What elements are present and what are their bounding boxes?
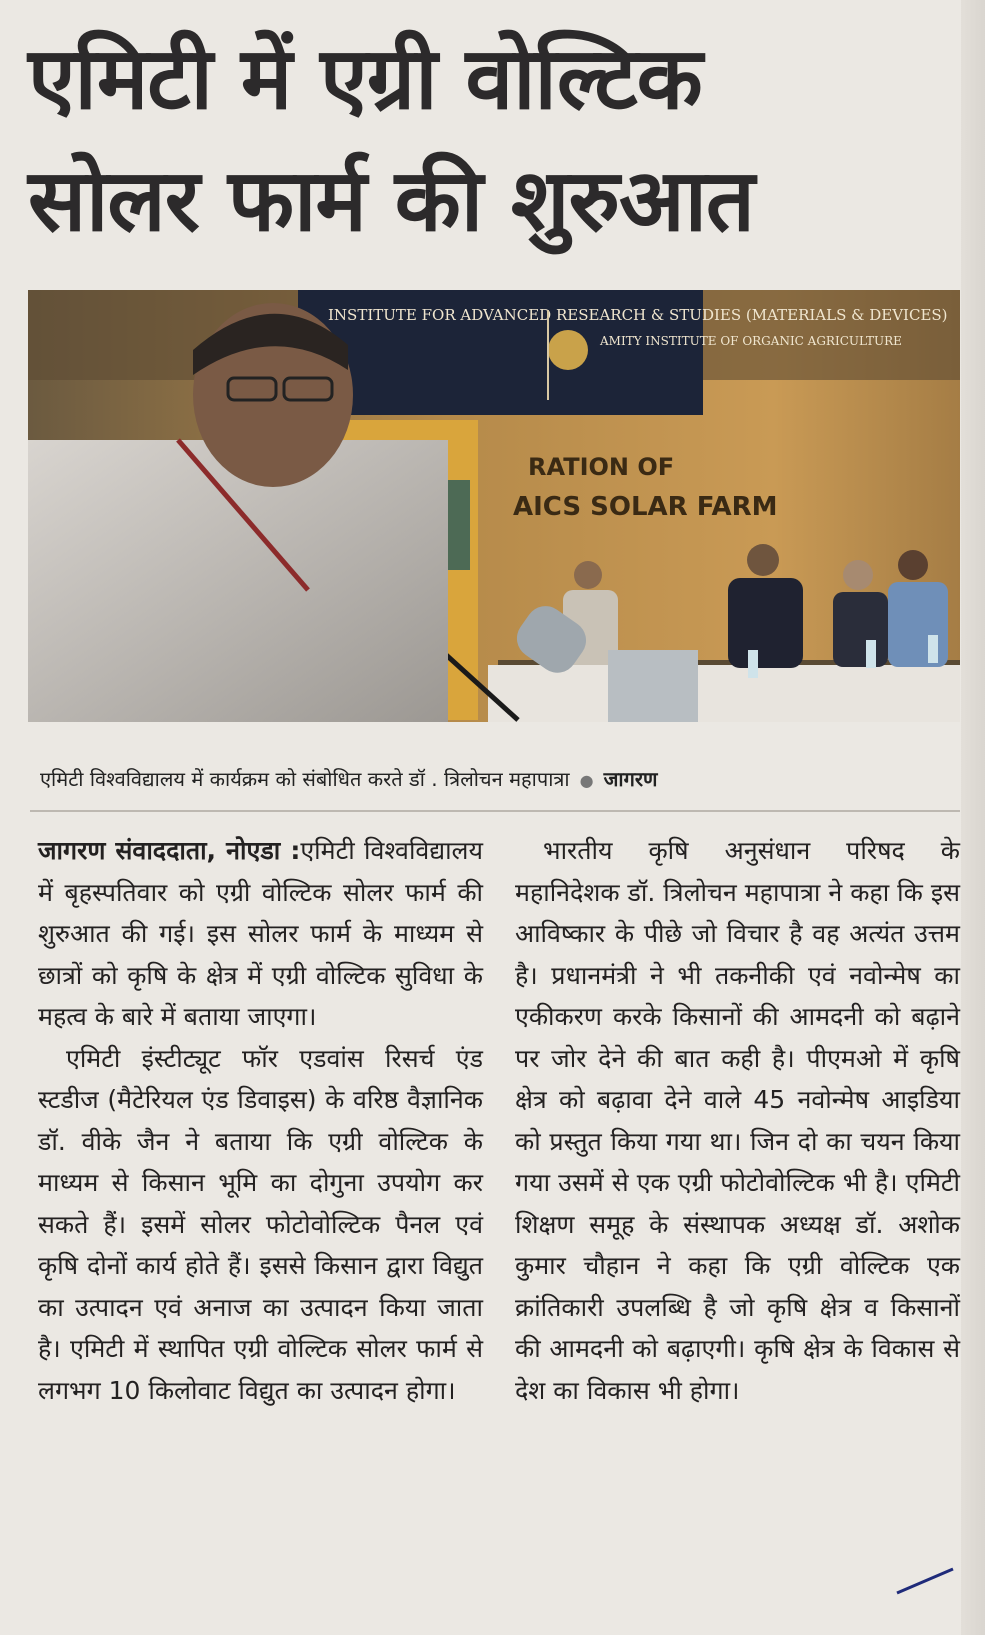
caption-divider	[30, 810, 960, 812]
speaker-body	[28, 440, 448, 722]
article-paragraph: भारतीय कृषि अनुसंधान परिषद के महानिदेशक डॉ. त्रिलोचन महापात्रा ने कहा कि इस आविष्कार के पीछे जो विचार है वह अत्यंत उत्तम है। प्रधानमंत्री ने भी तकनीकी एवं नवोन्मेष का एकीकरण करके किसानों की आमदनी को बढ़ाने पर जोर देने की बात कही है। पीएमओ में कृषि क्षेत्र को बढ़ावा देने वाले 45 नवोन्मेष आइडिया को प्रस्तुत किया गया था। जिन दो का चयन किया गया उसमें से एक एग्री फोटोवोल्टिक भी है। एमिटी शिक्षण समूह के संस्थापक अध्यक्ष डॉ. अशोक कुमार चौहान ने कहा कि एग्री वोल्टिक एक क्रांतिकारी उपलब्धि है जो कृषि क्षेत्र व किसानों की आमदनी को बढ़ाएगी। कृषि क्षेत्र के विकास से देश का विकास भी होगा।	[515, 836, 960, 1405]
headline	[28, 18, 933, 262]
paragraph-text: एमिटी विश्वविद्यालय में बृहस्पतिवार को एग्री वोल्टिक सोलर फार्म की शुरुआत की गई। इस सोलर फार्म के माध्यम से छात्रों को कृषि के क्षेत्र में एग्री वोल्टिक सुविधा के महत्व के बारे में बताया जाएगा।	[38, 836, 483, 1031]
article-column-right	[515, 830, 960, 1411]
photo-caption	[40, 764, 960, 796]
screen-text-line-2: AICS SOLAR FARM	[513, 492, 778, 522]
headline-line-1: एमिटी में एग्री वोल्टिक	[28, 29, 702, 129]
article-column-left	[38, 830, 483, 1411]
headline-line-2: सोलर फार्म की शुरुआत	[28, 151, 754, 251]
screen-text-line-1: RATION OF	[528, 453, 675, 481]
caption-separator: ●	[579, 771, 594, 790]
article-paragraph	[38, 830, 483, 1038]
banner-text-left: INSTITUTE FOR ADVANCED RESEARCH & STUDIES (MATERIALS & DEVICES)	[328, 306, 948, 324]
article-paragraph: एमिटी इंस्टीट्यूट फॉर एडवांस रिसर्च एंड स्टडीज (मैटेरियल एंड डिवाइस) के वरिष्ठ वैज्ञानिक डॉ. वीके जैन ने बताया कि एग्री वोल्टिक के माध्यम से किसान भूमि का दोगुना उपयोग कर सकते हैं। इसमें सोलर फोटोवोल्टिक पैनल एवं कृषि दोनों कार्य होते हैं। इससे किसान द्वारा विद्युत का उत्पादन एवं अनाज का उत्पादन किया जाता है। एमिटी में स्थापित एग्री वोल्टिक सोलर फार्म से लगभग 10 किलोवाट विद्युत का उत्पादन होगा।	[38, 1043, 483, 1405]
photo-credit: जागरण	[603, 767, 658, 791]
amity-logo-icon	[548, 330, 588, 370]
ink-mark	[895, 1565, 955, 1595]
dateline: जागरण संवाददाता, नोएडा :	[38, 836, 301, 865]
event-photo	[28, 290, 960, 722]
banner-text-right: AMITY INSTITUTE OF ORGANIC AGRICULTURE	[600, 334, 902, 348]
adjacent-column-edge	[961, 0, 985, 1635]
caption-text: एमिटी विश्वविद्यालय में कार्यक्रम को संबोधित करते डॉ . त्रिलोचन महापात्रा	[40, 767, 570, 791]
